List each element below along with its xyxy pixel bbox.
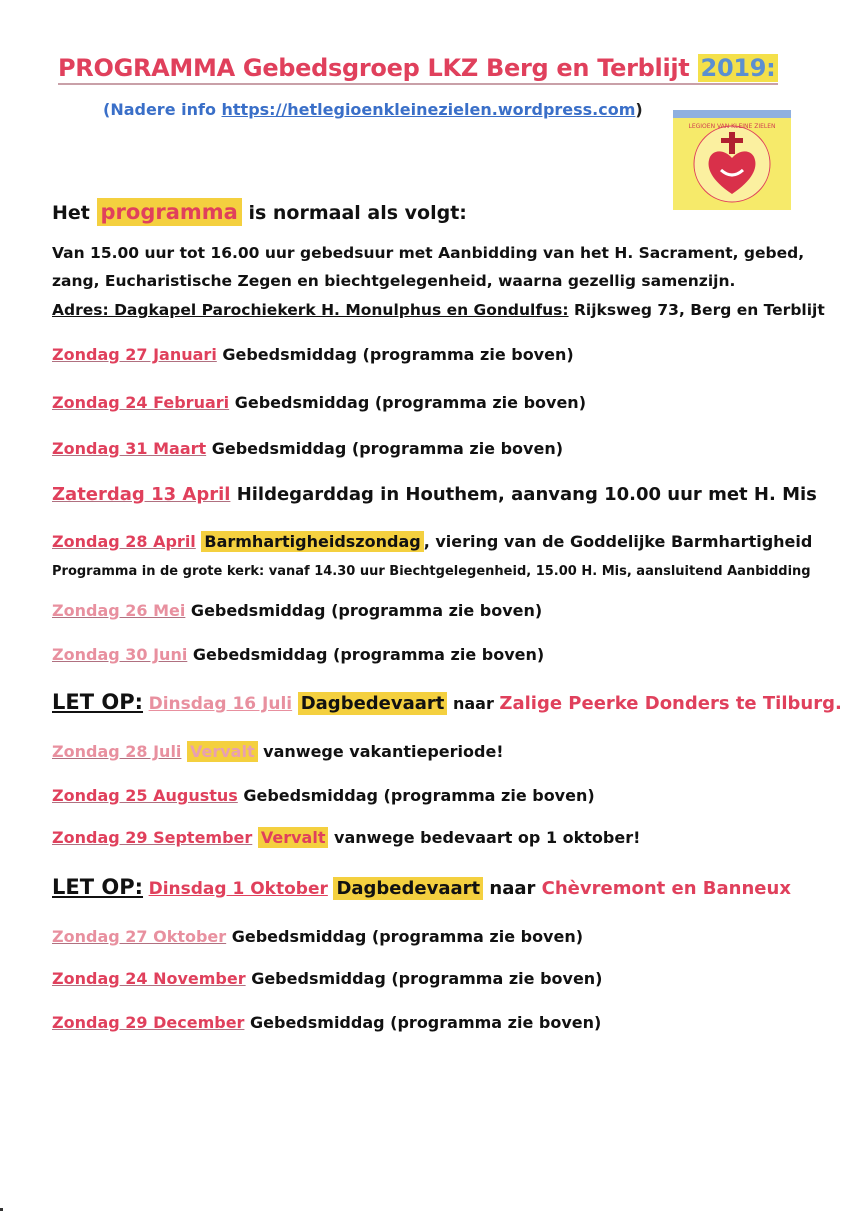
event-highlight: Dagbedevaart bbox=[333, 877, 483, 900]
notice-row: LET OP: Dinsdag 1 Oktober Dagbedevaart naar Chèvremont en Banneux bbox=[52, 875, 791, 899]
event-date: Zondag 24 November bbox=[52, 969, 246, 988]
event-row: Zondag 25 Augustus Gebedsmiddag (programma zie boven) bbox=[52, 786, 595, 805]
event-row: Zondag 29 December Gebedsmiddag (programma zie boven) bbox=[52, 1013, 602, 1032]
notice-row: LET OP: Dinsdag 16 Juli Dagbedevaart naar Zalige Peerke Donders te Tilburg. bbox=[52, 690, 842, 714]
let-op-label: LET OP: bbox=[52, 875, 144, 899]
event-date: Zondag 31 Maart bbox=[52, 439, 207, 458]
event-row: Zondag 24 Februari Gebedsmiddag (programma zie boven) bbox=[52, 393, 587, 412]
address-line bbox=[52, 301, 825, 319]
logo-text: LEGIOEN VAN KLEINE ZIELEN bbox=[688, 123, 776, 130]
event-row: Zondag 29 September Vervalt vanwege bedevaart op 1 oktober! bbox=[52, 828, 641, 847]
event-highlight: Dagbedevaart bbox=[298, 692, 448, 715]
event-row: Zondag 28 April Barmhartigheidszondag , viering van de Goddelijke Barmhartigheid bbox=[52, 532, 813, 551]
event-highlight: Vervalt bbox=[258, 827, 329, 848]
year-badge: 2019: bbox=[698, 54, 779, 82]
intro-line-1: Van 15.00 uur tot 16.00 uur gebedsuur met Aanbidding van het H. Sacrament, gebed, bbox=[52, 244, 805, 262]
event-row: Zondag 24 November Gebedsmiddag (programma zie boven) bbox=[52, 969, 603, 988]
event-row: Zondag 30 Juni Gebedsmiddag (programma zie boven) bbox=[52, 645, 545, 664]
event-highlight: Vervalt bbox=[187, 741, 258, 762]
event-row: Zaterdag 13 April Hildegarddag in Houthem, aanvang 10.00 uur met H. Mis bbox=[52, 484, 817, 505]
let-op-label: LET OP: bbox=[52, 690, 144, 714]
address-value: Rijksweg 73, Berg en Terblijt bbox=[568, 301, 825, 319]
destination: Chèvremont en Banneux bbox=[541, 878, 791, 899]
info-link[interactable]: https://hetlegioenkleinezielen.wordpress.com bbox=[221, 100, 636, 119]
event-row: Zondag 27 Oktober Gebedsmiddag (programma zie boven) bbox=[52, 927, 584, 946]
event-date: Zondag 27 Januari bbox=[52, 345, 217, 364]
event-date: Dinsdag 16 Juli bbox=[148, 694, 293, 714]
intro-line-2: zang, Eucharistische Zegen en biechtgelegenheid, waarna gezellig samenzijn. bbox=[52, 272, 736, 290]
scan-speck bbox=[0, 1208, 3, 1211]
event-date: Zondag 29 September bbox=[52, 828, 253, 847]
event-row: Zondag 31 Maart Gebedsmiddag (programma zie boven) bbox=[52, 439, 564, 458]
info-line: (Nadere info https://hetlegioenkleinezielen.wordpress.com) bbox=[103, 100, 643, 119]
intro-heading: Het programma is normaal als volgt: bbox=[52, 200, 467, 224]
event-date: Zondag 27 Oktober bbox=[52, 927, 227, 946]
event-subline: Programma in de grote kerk: vanaf 14.30 uur Biechtgelegenheid, 15.00 H. Mis, aansluitend Aanbidding bbox=[52, 564, 811, 579]
event-date: Zondag 30 Juni bbox=[52, 645, 188, 664]
programma-highlight: programma bbox=[97, 198, 242, 226]
event-date: Zondag 26 Mei bbox=[52, 601, 186, 620]
event-date: Dinsdag 1 Oktober bbox=[148, 879, 328, 899]
event-highlight: Barmhartigheidszondag bbox=[201, 531, 423, 552]
event-date: Zondag 28 April bbox=[52, 532, 196, 551]
event-date: Zaterdag 13 April bbox=[52, 484, 231, 505]
page-title: PROGRAMMA Gebedsgroep LKZ Berg en Terblijt 2019: bbox=[58, 54, 778, 85]
destination: Zalige Peerke Donders te Tilburg. bbox=[499, 693, 842, 714]
event-date: Zondag 25 Augustus bbox=[52, 786, 238, 805]
address-label: Adres: Dagkapel Parochiekerk H. Monulphus en Gondulfus: bbox=[52, 301, 569, 319]
event-row: Zondag 26 Mei Gebedsmiddag (programma zie boven) bbox=[52, 601, 543, 620]
legion-logo bbox=[673, 110, 791, 210]
event-date: Zondag 28 Juli bbox=[52, 742, 182, 761]
event-date: Zondag 29 December bbox=[52, 1013, 245, 1032]
event-row: Zondag 27 Januari Gebedsmiddag (programma zie boven) bbox=[52, 345, 574, 364]
event-row: Zondag 28 Juli Vervalt vanwege vakantieperiode! bbox=[52, 742, 504, 761]
event-date: Zondag 24 Februari bbox=[52, 393, 230, 412]
